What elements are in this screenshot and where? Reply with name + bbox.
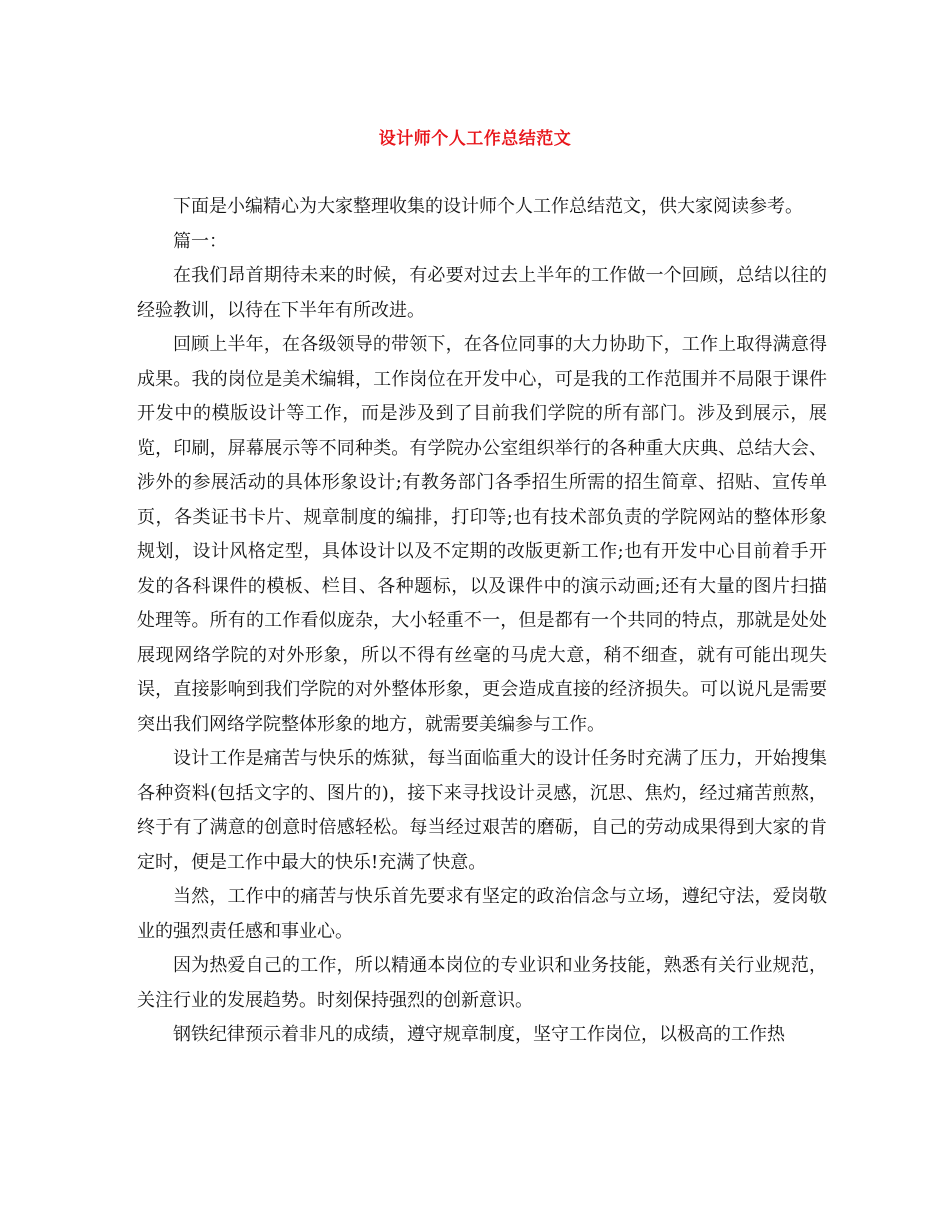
paragraph-opening: 在我们昂首期待未来的时候，有必要对过去上半年的工作做一个回顾，总结以往的经验教训，以待在下半年有所改进。 bbox=[137, 265, 827, 321]
paragraph-intro: 下面是小编精心为大家整理收集的设计师个人工作总结范文，供大家阅读参考。 bbox=[173, 196, 803, 217]
paragraph-skills: 因为热爱自己的工作，所以精通本岗位的专业识和业务技能，熟悉有关行业规范，关注行业的发展趋势。时刻保持强烈的创新意识。 bbox=[137, 955, 827, 1011]
paragraph-belief: 当然，工作中的痛苦与快乐首先要求有坚定的政治信念与立场，遵纪守法，爱岗敬业的强烈责任感和事业心。 bbox=[137, 886, 827, 942]
document-title: 设计师个人工作总结范文 bbox=[378, 129, 572, 149]
document-body bbox=[137, 190, 827, 1053]
paragraph-section-heading: 篇一： bbox=[173, 230, 227, 252]
paragraph-design-work: 设计工作是痛苦与快乐的炼狱，每当面临重大的设计任务时充满了压力，开始搜集各种资料(包括文字的、图片的)，接下来寻找设计灵感，沉思、焦灼，经过痛苦煎熬，终于有了满意的创意时倍感轻松。每当经过艰苦的磨砺，自己的劳动成果得到大家的肯定时，便是工作中最大的快乐!充满了快意。 bbox=[137, 748, 827, 873]
paragraph-review: 回顾上半年，在各级领导的带领下，在各位同事的大力协助下，工作上取得满意得成果。我的岗位是美术编辑，工作岗位在开发中心，可是我的工作范围并不局限于课件开发中的模版设计等工作，而是涉及到了目前我们学院的所有部门。涉及到展示，展览，印刷，屏幕展示等不同种类。有学院办公室组织举行的各种重大庆典、总结大会、涉外的参展活动的具体形象设计;有教务部门各季招生所需的招生简章、招贴、宣传单页，各类证书卡片、规章制度的编排，打印等;也有技术部负责的学院网站的整体形象规划，设计风格定型，具体设计以及不定期的改版更新工作;也有开发中心目前着手开发的各科课件的模板、栏目、各种题标，以及课件中的演示动画;还有大量的图片扫描处理等。所有的工作看似庞杂，大小轻重不一，但是都有一个共同的特点，那就是处处展现网络学院的对外形象，所以不得有丝毫的马虎大意，稍不细查，就有可能出现失误，直接影响到我们学院的对外整体形象，更会造成直接的经济损失。可以说凡是需要突出我们网络学院整体形象的地方，就需要美编参与工作。 bbox=[137, 334, 827, 735]
paragraph-discipline: 钢铁纪律预示着非凡的成绩，遵守规章制度，坚守工作岗位，以极高的工作热 bbox=[173, 1024, 785, 1045]
